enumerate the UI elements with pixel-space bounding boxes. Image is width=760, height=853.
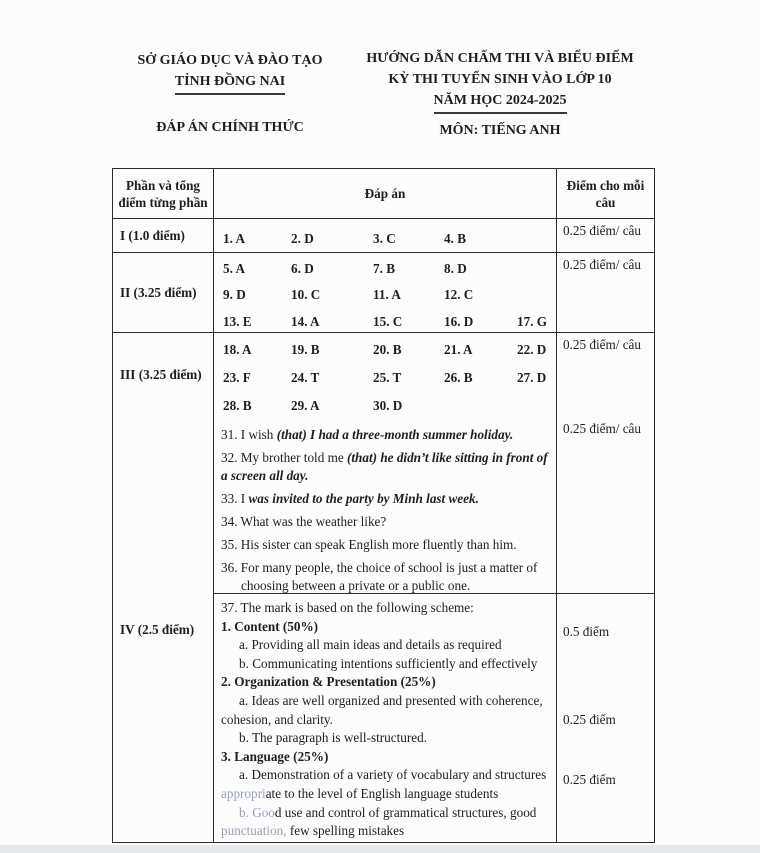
answer-item: 2. D [291, 230, 314, 246]
doc-type: ĐÁP ÁN CHÍNH THỨC [156, 120, 304, 135]
answer-line [214, 342, 556, 358]
answer-item: 23. F [223, 370, 251, 385]
exam-title-line1: HƯỚNG DẪN CHẤM THI VÀ BIỂU ĐIỂM [366, 51, 634, 66]
scheme-cell [214, 594, 557, 842]
text-segment: 37. The mark is based on the following scheme: [221, 600, 474, 615]
answer-item: 21. A [444, 342, 473, 357]
score-cell: 0.25 điểm/ câu [563, 337, 642, 352]
answers-cell [214, 219, 557, 252]
scheme-line [221, 618, 548, 637]
text-segment: 36. For many people, the choice of school is just a matter of choosing between a private or a public one. [221, 560, 538, 593]
score-label: 0.25 điểm/ câu [563, 421, 642, 436]
scheme-line [221, 599, 548, 618]
text-segment: b. Communicating intentions sufficiently and effectively [239, 655, 538, 671]
answer-line [214, 398, 556, 414]
part4-sentences-subrow [214, 417, 654, 594]
text-segment: 32. My brother told me [221, 450, 347, 465]
scan-edge-strip [0, 845, 760, 853]
answer-item: 28. B [223, 398, 252, 413]
answer-item: 13. E [223, 313, 252, 329]
answer-lines [214, 253, 556, 338]
answer-item: 10. C [291, 287, 321, 303]
col-header-score: Điểm cho mỗi câu [566, 177, 645, 210]
text-segment: appropri [221, 785, 266, 801]
text-segment: ate to the level of English language students [265, 785, 499, 801]
answer-item: 9. D [223, 287, 246, 303]
scheme-line [221, 748, 548, 767]
text-segment: 33. I [221, 491, 249, 506]
sentence-item [221, 536, 548, 554]
text-segment: 35. His sister can speak English more fluently than him. [221, 537, 517, 552]
scheme-score-label: 0.5 điểm [563, 624, 610, 639]
answer-item: 29. A [291, 398, 320, 413]
org-name-line2: TỈNH ĐỒNG NAI [100, 71, 360, 95]
part-cell: IV (2.5 điểm) [113, 417, 214, 842]
part4-row [113, 417, 654, 842]
answer-item: 27. D [517, 370, 547, 385]
text-segment: b. Goo [239, 804, 275, 820]
score-cell: 0.25 điểm/ câu [563, 223, 642, 238]
scheme-line [221, 804, 548, 841]
part4-scheme-subrow [214, 594, 654, 842]
text-segment: a. Demonstration of a variety of vocabulary and structures [239, 767, 547, 783]
answer-item: 15. C [373, 313, 403, 329]
answer-lines [214, 333, 556, 423]
answer-line [214, 231, 556, 247]
part4-right [214, 417, 654, 842]
part-cell: III (3.25 điểm) [113, 333, 214, 417]
sentence-item [221, 449, 548, 485]
answer-item: 22. D [517, 342, 547, 357]
answer-item: 12. C [444, 287, 474, 303]
answer-rows [113, 219, 654, 417]
answer-item: 1. A [223, 230, 245, 246]
sentence-item [221, 490, 548, 508]
text-segment: 3. Language (25%) [221, 748, 329, 764]
sentence-item [221, 426, 548, 444]
scheme-score-label: 0.25 điểm [563, 772, 616, 787]
scheme-line [221, 766, 548, 803]
answer-item: 18. A [223, 342, 252, 357]
answer-line [214, 287, 556, 303]
scheme-score-cell [557, 594, 654, 842]
sentence-item [221, 559, 548, 595]
exam-title-line2: KỲ THI TUYỂN SINH VÀO LỚP 10 [388, 72, 612, 87]
score-cell: 0.25 điểm/ câu [563, 257, 642, 272]
answers-cell [214, 253, 557, 332]
exam-title-line3: NĂM HỌC 2024-2025 [362, 90, 638, 114]
part-cell: II (3.25 điểm) [113, 253, 214, 332]
subject-line: MÔN: TIẾNG ANH [439, 123, 561, 138]
scheme-score-label: 0.25 điểm [563, 712, 616, 727]
header-right [362, 48, 638, 141]
scheme-line [221, 636, 548, 655]
score-cell [557, 417, 654, 593]
text-segment: (that) he didn’t like sitting in front of a screen all day. [221, 450, 548, 483]
answer-line [214, 370, 556, 386]
part-cell: I (1.0 điểm) [113, 219, 214, 252]
answer-item: 3. C [373, 230, 396, 246]
col-header-part: Phần và tổng điểm từng phần [113, 169, 214, 218]
answer-item: 11. A [373, 287, 401, 303]
scheme-line [221, 692, 548, 729]
answer-item: 16. D [444, 313, 474, 329]
answers-cell [214, 333, 557, 417]
answer-row [113, 333, 654, 417]
text-segment: was invited to the party by Minh last week. [248, 491, 479, 506]
answer-item: 19. B [291, 342, 320, 357]
answer-key-table [112, 168, 655, 843]
text-segment: (that) I had a three-month summer holiday. [276, 427, 514, 442]
scheme-line [221, 673, 548, 692]
answer-item: 14. A [291, 313, 320, 329]
header-left [100, 50, 360, 138]
text-segment: b. The paragraph is well-structured. [239, 730, 427, 746]
answer-row [113, 219, 654, 253]
answer-item: 5. A [223, 261, 245, 277]
text-segment: 2. Organization & Presentation (25%) [221, 674, 436, 690]
text-segment: 1. Content (50%) [221, 618, 319, 634]
text-segment: d use and control of grammatical structures, good [274, 804, 537, 820]
scheme-line [221, 729, 548, 748]
answer-item: 8. D [444, 261, 467, 277]
answer-line [214, 314, 556, 330]
org-name-line1: SỞ GIÁO DỤC VÀ ĐÀO TẠO [137, 53, 323, 68]
answer-item: 24. T [291, 370, 320, 385]
answer-item: 25. T [373, 370, 402, 385]
answer-item: 30. D [373, 398, 403, 413]
sentence-item [221, 513, 548, 531]
text-segment: few spelling mistakes [286, 823, 405, 839]
text-segment: a. Providing all main ideas and details as required [239, 637, 502, 653]
answer-item: 6. D [291, 261, 314, 277]
answer-item: 7. B [373, 261, 395, 277]
text-segment: 31. I wish [221, 427, 277, 442]
answer-item: 26. B [444, 370, 473, 385]
table-header-row [113, 169, 654, 219]
answer-line [214, 261, 556, 277]
text-segment: punctuation, [221, 823, 287, 839]
sentences-cell [214, 417, 557, 593]
answer-item: 17. G [517, 313, 548, 329]
answer-row [113, 253, 654, 333]
col-header-answers: Đáp án [214, 169, 557, 218]
answer-item: 4. B [444, 230, 466, 246]
answer-item: 20. B [373, 342, 402, 357]
text-segment: a. Ideas are well organized and presented with coherence, cohesion, and clarity. [221, 692, 543, 727]
scheme-line [221, 655, 548, 674]
text-segment: 34. What was the weather like? [221, 514, 387, 529]
